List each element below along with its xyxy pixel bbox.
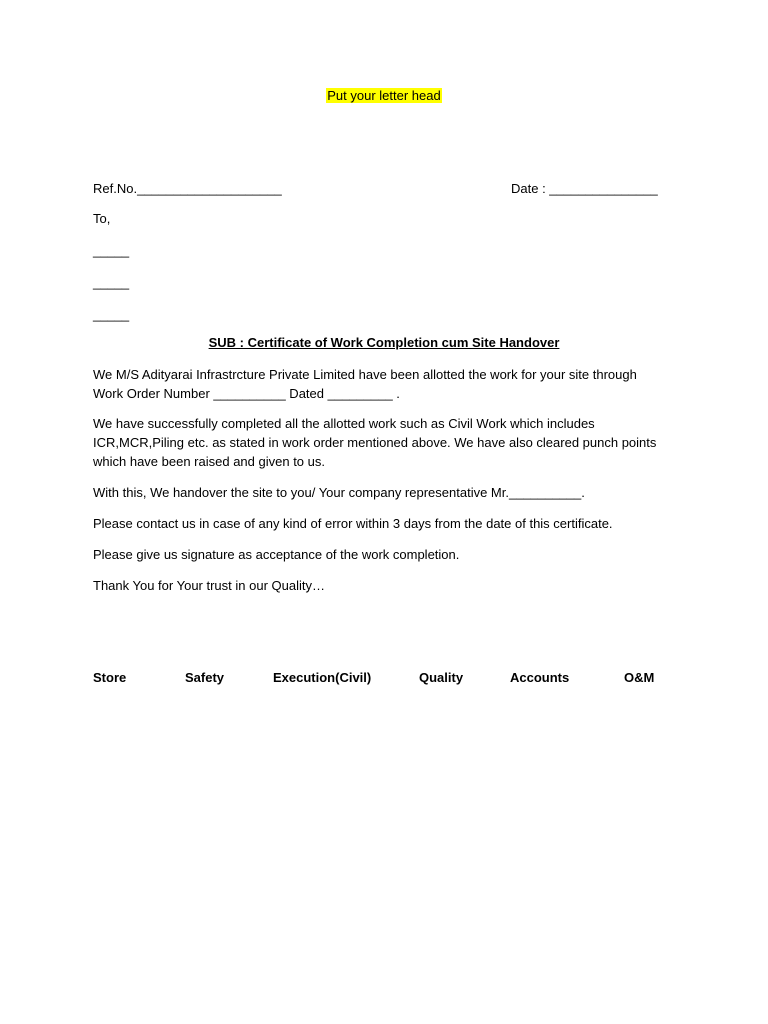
signatory-accounts: Accounts (510, 670, 570, 685)
body-paragraph: We have successfully completed all the allotted work such as Civil Work which includes ICR,MCR,Piling etc. as stated in work order mentioned above. We have also cleared punch points which have been raised and given to us. (93, 416, 657, 469)
signatory-execution-civil: Execution(Civil) (273, 670, 372, 685)
recipient-salutation: To, (93, 211, 111, 226)
body-paragraph: With this, We handover the site to you/ Your company representative Mr.__________. (93, 485, 585, 500)
letterhead-text: Put your letter head (327, 88, 441, 103)
closing-line: Thank You for Your trust in our Quality… (93, 578, 325, 593)
letterhead-placeholder (0, 88, 768, 104)
body-paragraph: Please give us signature as acceptance of the work completion. (93, 547, 460, 562)
signatory-safety: Safety (185, 670, 225, 685)
body-paragraph: Please contact us in case of any kind of error within 3 days from the date of this certificate. (93, 516, 613, 531)
signatory-store: Store (93, 670, 127, 685)
date-field: Date : _______________ (511, 181, 658, 196)
recipient-address-line: _____ (93, 243, 130, 258)
body-paragraph: We M/S Adityarai Infrastrcture Private Limited have been allotted the work for your site through Work Order Number __________ Dated _________ . (93, 367, 637, 401)
reference-number: Ref.No.____________________ (93, 181, 282, 196)
recipient-address-line: _____ (93, 307, 130, 322)
signatory-om: O&M (624, 670, 655, 685)
subject-line: SUB : Certificate of Work Completion cum Site Handover (208, 335, 560, 350)
signatory-quality: Quality (419, 670, 464, 685)
recipient-address-line: _____ (93, 275, 130, 290)
